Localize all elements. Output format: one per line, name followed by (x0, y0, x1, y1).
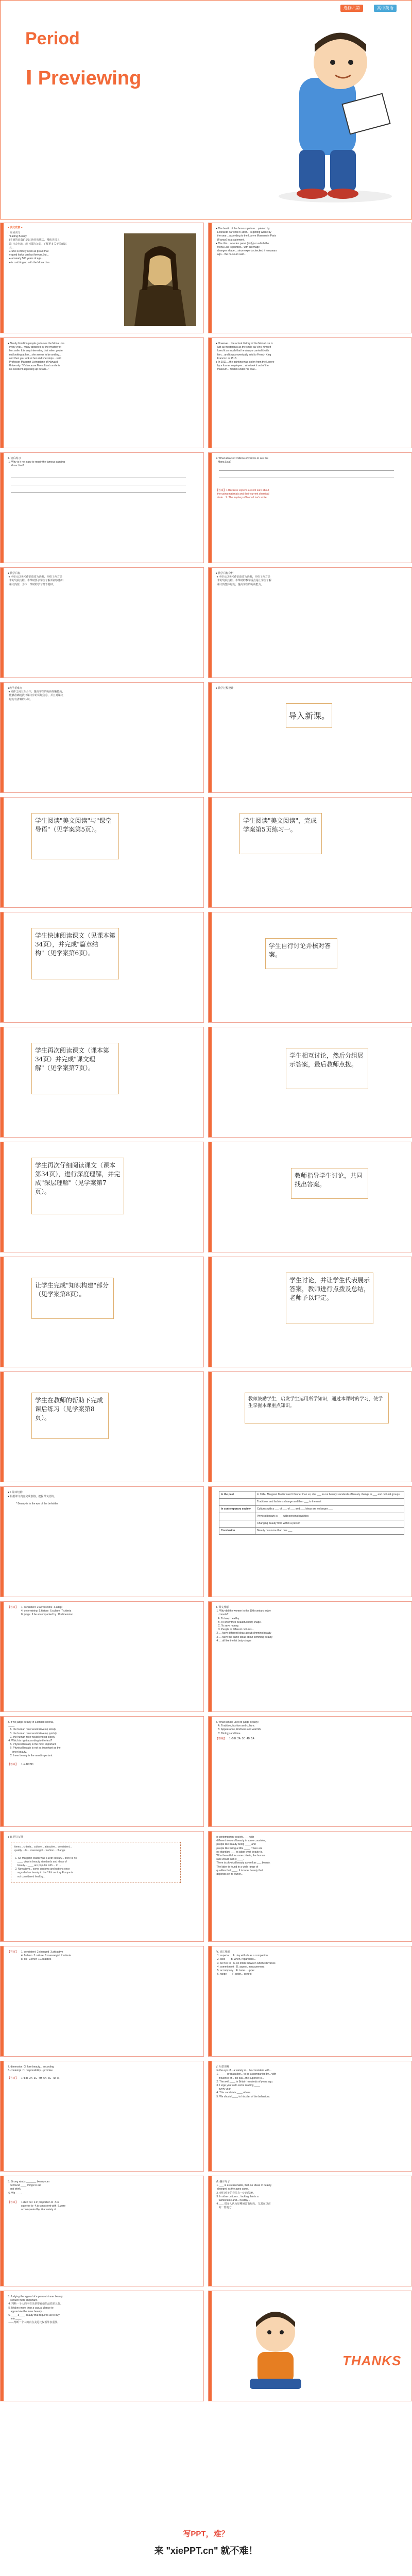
question-text: Ⅱ. 读后练习 1. Why is it not easy to repair the famous painting Mona Lisa? (8, 457, 65, 468)
step-box: 教师指导学生讨论，共同找出答案。 (291, 1168, 368, 1199)
slide-step-right[interactable] (208, 1142, 412, 1252)
slide-final-left[interactable] (0, 2291, 204, 2401)
slide-reading-left[interactable] (0, 223, 204, 333)
step-box: 学生在教师的帮助下完成课后练习（见学案第8页）。 (31, 1393, 109, 1439)
slide-fill-left[interactable] (0, 2176, 204, 2286)
tag-level: 高中英语 (374, 5, 397, 12)
step-box: 学生相互讨论，然后分组展示答案，最后教师点拨。 (286, 1048, 368, 1089)
table-cell: Physical beauty is ___ with personal qualities (255, 1513, 404, 1520)
vocab-text: 7. dimension G. fore beauty... according 8. contempt H. responsibility... promise (8, 2065, 54, 2073)
reading-body-text: ● Nearly 6 million people go to see the Mona Lisa every year... many attracted by the mystery of her smile. It is very interesting that when you're not looking at her... she seems to be smiling... and then you look at her and she stops... said Professor Margaret Livingstone of Harvard University. "It's because Mona Lisa's smile is so excellent at picking up details..." (8, 342, 64, 371)
step-box: 学生再次仔细阅读课文（课本第34页），进行深度理解，并完成"深层理解"（见学案第7页）。 (31, 1158, 124, 1214)
footer-line-1: 写PPT，难？ (183, 2530, 229, 2538)
slide-reading-3-left[interactable] (0, 337, 204, 448)
slide-step-right[interactable] (208, 1027, 412, 1138)
answer-text: 1. consistent 2.changed 3.attractive 4. fashion 5.culture 6.overweight 7.criteria 8. die 9.inner 10.qualities (21, 1951, 71, 1961)
step-box: 教师鼓励学生，启发学生运用所学知识，通过本课时的学习，使学生掌握本课重点知识。 (245, 1393, 389, 1423)
slide-step-left[interactable] (0, 1371, 204, 1482)
question-text: 2. What attracted millions of visitors to see the Mona Lisa? (216, 457, 268, 464)
slide-step-right[interactable] (208, 1257, 412, 1367)
title-line-1: Period (25, 29, 80, 48)
table-row-header: In contemporary society (219, 1506, 255, 1513)
section-header: ● 美文欣赏 ● (8, 226, 23, 229)
slide-comprehension[interactable] (208, 1601, 412, 1712)
section-header: ● Ⅰ. 篇章结构 (8, 1491, 23, 1494)
step-box: 导入新课。 (286, 703, 332, 728)
tag-course: 选修六第 (340, 5, 363, 12)
slide-questions-right[interactable] (208, 1716, 412, 1827)
table-cell: Traditions and fashions change and then ___ to the next (255, 1499, 404, 1506)
slide-reading-right[interactable] (208, 223, 412, 333)
slide-step-right[interactable] (208, 912, 412, 1023)
slide-step-right[interactable] (208, 797, 412, 908)
answer-text: 1~5 B 2A 3C 4B 5A (229, 1737, 254, 1740)
step-box: 学生自行讨论并核对答案。 (265, 938, 337, 969)
slide-sentence[interactable] (208, 2061, 412, 2172)
answer-text: 1~4 BCBD (21, 1763, 33, 1766)
slide-step-right[interactable] (208, 1371, 412, 1482)
slide-step-left[interactable] (0, 797, 204, 908)
answer-label: 【答案】 (8, 1951, 19, 1954)
answer-label: 【答案】 (8, 1763, 19, 1766)
table-row-header (219, 1513, 255, 1520)
table-row (219, 1499, 404, 1506)
table-row (219, 1492, 404, 1499)
step-box: 学生快速阅读课文（见课本第34页），并完成"篇章结构"（见学案第6页）。 (31, 928, 119, 979)
mona-lisa-image (124, 233, 196, 326)
reading-body-text: ● However... the actual history of the Mona Lisa is just as mysterious as the smile da Vinci himself loved it so much that he always carried it with him... and it was eventually sold to French King Francis Ⅰ in 1518. ● In 1911... the painting was stolen from the Louvre by a former employee... who took it out of the museum... hidden under his coat... (216, 342, 274, 371)
step-box: 让学生完成"知识构建"部分（见学案第8页）。 (31, 1278, 114, 1319)
structure-table (219, 1491, 404, 1535)
answer-text: 1.died out 2.in proportion to 3.in superior to 4.is consistent with 5.were accompanied by 6.a variety of (21, 2201, 66, 2212)
boy-reading-illustration (268, 21, 402, 207)
slide-language-right[interactable] (208, 1831, 412, 1942)
table-row-header: Conclusion (219, 1528, 255, 1535)
title-line-2: Ⅰ Previewing (25, 67, 142, 89)
table-cell: In 1614, Margaret Mattis wasn't thinner than us; she ___ in our beauty standards of beauty change in ___ and cultural groups. (255, 1492, 404, 1499)
cloze-text: In contemporary society, ___ with different views of beauty in some countries, people like beauty being ____ and people like being a little ____. There are no standard ___ to judge what beauty is. What beautiful to some criteria, the human race would sum it ____. There is physical beauty as well as ___ beauty. The latter is found in a wide range of qualities that ____. It is inner beauty that depends on its owner... (216, 1836, 270, 1876)
slide-exercise-right[interactable] (208, 452, 412, 563)
table-cell: Beauty has more than one ___ (255, 1528, 404, 1535)
question-text: 3. Judging the appeal of a person's inner beauty is much more important. 4. 判断一个人的内在美是要看他的品质多么好。 5. It takes more than a casual glance to appreciate the inner beauty... 6. ____ a____ beauty that requires us to buy into ____. ——判断一个人的内在美远比仅看外表重要。 (8, 2295, 63, 2325)
table-row (219, 1528, 404, 1535)
step-box: 学生阅读"美文阅读"，完成学案第5页练习一。 (239, 813, 322, 854)
section-header: ● Ⅲ. 语言运用 (8, 1836, 24, 1839)
slide-process-intro[interactable] (208, 682, 412, 793)
answer-label: 【答案】 (8, 2077, 19, 2080)
answer-label: 【答案】 (8, 2201, 19, 2204)
answer-text: 【答案】1.Because experts are not sure about the using materials and their current chemical state. 2. The mystery of Mona Lisa's smile. (216, 489, 269, 500)
table-row-header (219, 1520, 255, 1528)
translate-text: Ⅵ. 翻译句子 1. ___ is as reasonable, that our ideas of beauty changed as the ages came. 2. 他们对美的看法有一定的传统。 3. In other cultures... looking thin is a fashionable and... healthy... 4. ___ 很多人认为厚嘴唇富有魅力，尤其在以前 的一些地方， (216, 2180, 272, 2210)
table-row-header (219, 1499, 255, 1506)
slide-structure-table[interactable] (208, 1486, 412, 1597)
list-item: * Beauty is in the eye of the beholder (16, 1502, 58, 1505)
slide-step-left[interactable] (0, 1027, 204, 1138)
sentence-text: Ⅴ. 句型理解 In the eye of... a variety of... be consistent with... 1. _____ propagation... to be accompanied by... with influence of... die out... the superior to... 2. The well ____ in Britain hundreds of years ago. 3. I urge you to do some reading ____ every year. 4. This candidate ____ others. 5. We should ____ to his plan of the behaviour. (216, 2065, 277, 2098)
keypoints-text: ●教学重难点 ● 同伴之间互相合作，提高学生的阅读理解能力， 能够准确地找出课文中的关键信息，并且对课文 结构有清晰的认识。 (8, 687, 65, 701)
table-cell: Changing beauty from within a person (255, 1520, 404, 1528)
slide-thanks[interactable] (208, 2291, 412, 2401)
slide-step-left[interactable] (0, 912, 204, 1023)
comprehension-text: Ⅱ. 课文理解 1. Why did the women in the 19th century enjoy corsets? A. To keep healthy. B. To show their beautiful body shape. C. To save money. D. People in different cultures... 2. ... have different ideas about slimming beauty 3. ... have the same ideas about slimming beauty 4. ... all like the fat body shape (216, 1606, 273, 1642)
vocab-text: Ⅳ. 词汇理解 1. superior A. day with sb as a companion 2. slice B. when, regardless... 3. be free to C. no limits between which sth varies 4. commitment D. aspect, measurement 5. accompany E. tame... upper 6. range F. order... control (216, 1951, 276, 1976)
answer-label: 【答案】 (216, 1737, 227, 1740)
word-bank-box: times... criteria... culture... attractive... consistent... quality... da... overweight... fashion... change 1. So Margaret Mattis was a 19th century... there is no ____ view in beauty standards and ideas of beauty... ____ are popular with ... in ... 2. Nowadays... some customs and notions once regarded as beauty in the 19th century Europe is not considered healthy... (11, 1842, 181, 1883)
slide-vocab-left[interactable] (0, 2061, 204, 2172)
question-text: 5. What can be used to judge beauty? A. Tradition, fashion and culture. B. Appearance, kindness and warmth. C. Biology and time. (216, 1721, 262, 1735)
table-row (219, 1513, 404, 1520)
process-header: ● 教学过程设计 (216, 687, 234, 690)
table-row (219, 1506, 404, 1513)
slide-exercise-left[interactable] (0, 452, 204, 563)
slide-vocab[interactable] (208, 1946, 412, 2057)
goals-text: ● 教学目标分析 ● 本单元以美术作品欣赏为话题，介绍了西方美 术的发展历程。本课时的教学重点是让学生了解 课文的整体结构，提高学生的阅读能力。 (216, 572, 271, 586)
slide-answers-left[interactable] (0, 1601, 204, 1712)
slide-translate[interactable] (208, 2176, 412, 2286)
slide-goals-left[interactable] (0, 567, 204, 678)
step-box: 学生再次阅读课文（课本第34页）并完成"课文理解"（见学案第7页）。 (31, 1043, 119, 1094)
table-row-header: In the past (219, 1492, 255, 1499)
answer-label: 【答案】 (8, 1606, 19, 1609)
question-text: 5. Strong winds _______ beauty can be found ____ things to eat and drink. 6. We ____. (8, 2180, 50, 2195)
reading-body-text: ● The health of the famous picture... painted by Leonardo da Vinci in 1503... is getting worse by the year... according to the Louvre Museum in Paris (France) in a statement. ● The thin... wooden panel (木板) on which the Mona Lisa is painted... with an image changes shape... since experts checked it two years ago... the museum said... (216, 227, 277, 257)
slide-step-left[interactable] (0, 1142, 204, 1252)
slide-language-left[interactable] (0, 1831, 204, 1942)
step-box: 学生讨论，并让学生代表展示答案，教师进行点拨及总结，老师予以评定。 (286, 1273, 373, 1324)
footer-banner[interactable] (0, 2527, 412, 2576)
slide-questions-left[interactable] (0, 1716, 204, 1827)
slide-reading-3-right[interactable] (208, 337, 412, 448)
answer-text: 1. consistent 2.across time 3.adapt 4. determining 5.history 6.culture 7.criteria 8. judge 9.be accompanied by 10.dimension (21, 1606, 73, 1617)
instruction-text: ● 根据课文内容完成表格，把握课文结构。 (8, 1495, 57, 1498)
goals-text: ● 教学目标 ● 本单元以美术作品欣赏为话题，介绍了西方美 术的发展历程。本课时要求学生了解并初步感知 课文内容，为下一课时的学习打下基础。 (8, 572, 63, 586)
student-illustration (229, 2301, 322, 2394)
slide-keypoints[interactable] (0, 682, 204, 793)
slide-step-left[interactable] (0, 1257, 204, 1367)
slide-answers-left[interactable] (0, 1946, 204, 2057)
table-cell: Cultures with a ___ of ___ of ___ and ___ Ideas are no longer ___ (255, 1506, 404, 1513)
table-row (219, 1520, 404, 1528)
thanks-text: THANKS (342, 2353, 402, 2368)
slide-structure-left[interactable] (0, 1486, 204, 1597)
slide-goals-right[interactable] (208, 567, 412, 678)
title-slide[interactable] (0, 0, 412, 219)
question-text: 3. If we judge beauty in a limited criteria, ____. A. the human race would develop slowly B. the human race would develop quickly C. the human race would end up slowly 4. Which is right according to the text? A. Physical beauty is the most important. B. Physical beauty is not as important as the inner beauty. C. Inner beauty is the most important. (8, 1721, 61, 1757)
reading-intro-text: Ⅰ. 阅读美文 "Fading Beauty (美丽的衰落)" 是以 读者的想法，漫谈美国上 流 社会名流，或下面的文章，了解更多关于美丽以 及... ● She is widely seen as proud that ● good looks can last forever.But... ● at nearly 500 years of age... ● is catching up with the Mona Lisa (8, 231, 67, 264)
step-box: 学生阅读"美文阅读"与"课堂导语"（见学案第5页）。 (31, 813, 119, 859)
answer-text: 1~8 B 2A 3G 4H 5A 6C 7D 8F (21, 2077, 61, 2080)
footer-line-2: 来 "xiePPT.cn" 就不难！ (154, 2546, 258, 2556)
